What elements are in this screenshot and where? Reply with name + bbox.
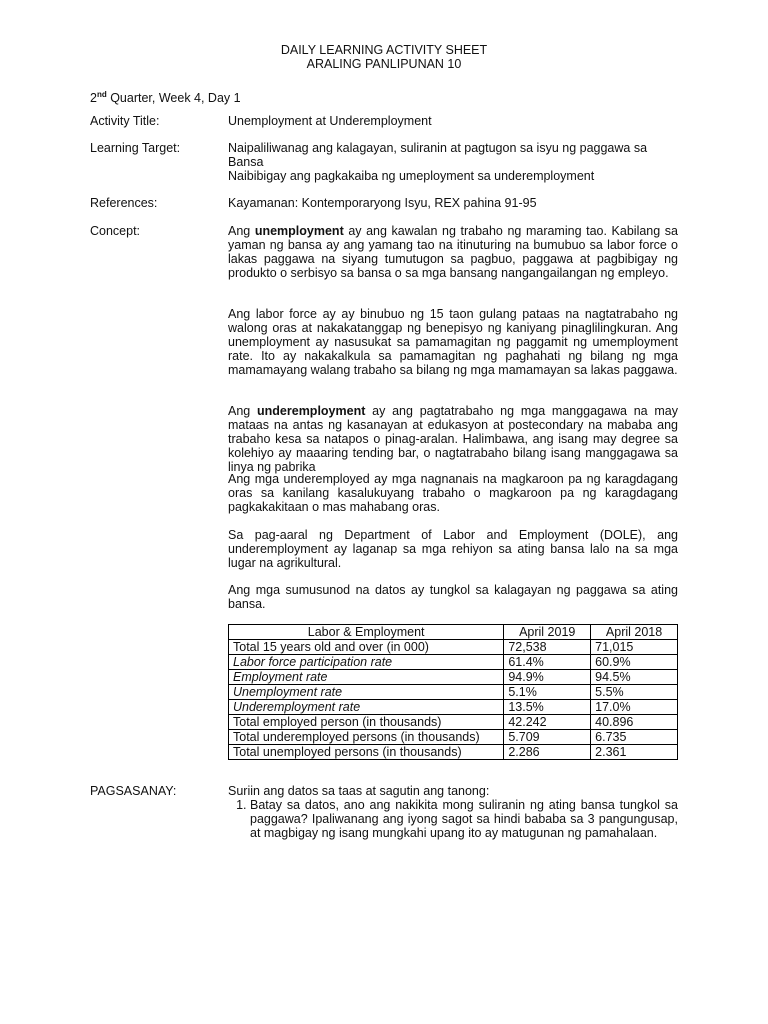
pagsasanay-content bbox=[228, 784, 678, 840]
value-april-2019: 94.9% bbox=[504, 670, 591, 685]
row-label: Total employed person (in thousands) bbox=[229, 715, 504, 730]
value-april-2018: 17.0% bbox=[591, 700, 678, 715]
labor-employment-table bbox=[228, 624, 678, 760]
value-april-2019: 13.5% bbox=[504, 700, 591, 715]
learning-target-value bbox=[228, 141, 678, 183]
header-april-2018: April 2018 bbox=[591, 625, 678, 640]
question-1: 1. Batay sa datos, ano ang nakikita mong suliranin ng ating bansa tungkol sa paggawa? Ipaliwanang ang iyong sagot sa hindi bababa sa 3 pangungusap, at magbigay ng isang mungkahi upang ito ay matugunan ng pamahalaan. bbox=[250, 798, 678, 840]
concept-paragraph-2: Ang labor force ay ay binubuo ng 15 taon gulang pataas na nagtatrabaho ng walong oras at nakakatanggap ng benepisyo ng kaniyang pinaglilingkuran. Ang unemployment ay nasusukat sa pamamagitan ng paggamit ng umemployment rate. Ito ay nakakalkula sa pamamagitan ng paghahati ng bilang ng mga mamamayang walang trabaho sa bilang ng mga mamamayan sa lakas paggawa. bbox=[228, 307, 678, 377]
concept-paragraph-1: Ang unemployment ay ang kawalan ng trabaho ng maraming tao. Kabilang sa yaman ng bansa ay ang yamang tao na itinuturing na bumubuo sa labor force o lakas paggawa na siyang tumutugon sa pagbuo, paggawa at pagbibigay ng produkto o serbisyo sa bansa o sa mga bansang nangangailangan ng empleyo. bbox=[228, 224, 678, 280]
concept-paragraph-4: Sa pag-aaral ng Department of Labor and Employment (DOLE), ang underemployment ay laganap sa mga rehiyon sa ating bansa lalo na sa mga lugar na agrikultural. bbox=[228, 528, 678, 570]
term-underemployment: underemployment bbox=[257, 404, 366, 418]
header-labor-employment: Labor & Employment bbox=[229, 625, 504, 640]
row-label: Total unemployed persons (in thousands) bbox=[229, 745, 504, 760]
subject-title: ARALING PANLIPUNAN 10 bbox=[306, 57, 462, 71]
value-april-2018: 71,015 bbox=[591, 640, 678, 655]
concept-paragraph-5: Ang mga sumusunod na datos ay tungkol sa kalagayan ng paggawa sa ating bansa. bbox=[228, 583, 678, 611]
learning-target-line-2: Naibibigay ang pagkakaiba ng umeployment sa underemployment bbox=[228, 169, 595, 183]
learning-target-label: Learning Target: bbox=[90, 141, 181, 155]
table-row bbox=[229, 670, 678, 685]
value-april-2019: 61.4% bbox=[504, 655, 591, 670]
table-row bbox=[229, 640, 678, 655]
concept-paragraph-3b: Ang mga underemployed ay mga nagnanais na magkaroon pa ng karagdagang oras sa kanilang kasalukuyang trabaho o magkaroon pa ng karagdagang pagkakakitaan o mas mahabang oras. bbox=[228, 472, 678, 514]
value-april-2019: 72,538 bbox=[504, 640, 591, 655]
row-label: Underemployment rate bbox=[229, 700, 504, 715]
header-april-2019: April 2019 bbox=[504, 625, 591, 640]
table-row bbox=[229, 655, 678, 670]
value-april-2018: 5.5% bbox=[591, 685, 678, 700]
row-label: Unemployment rate bbox=[229, 685, 504, 700]
row-label: Total underemployed persons (in thousands) bbox=[229, 730, 504, 745]
table-row bbox=[229, 700, 678, 715]
value-april-2018: 94.5% bbox=[591, 670, 678, 685]
references-label: References: bbox=[90, 196, 158, 210]
table-row bbox=[229, 685, 678, 700]
question-list bbox=[228, 798, 678, 840]
value-april-2018: 2.361 bbox=[591, 745, 678, 760]
value-april-2018: 6.735 bbox=[591, 730, 678, 745]
table-header-row bbox=[229, 625, 678, 640]
activity-title-label: Activity Title: bbox=[90, 114, 160, 128]
value-april-2019: 2.286 bbox=[504, 745, 591, 760]
table-row bbox=[229, 715, 678, 730]
learning-target-line-1: Naipaliliwanag ang kalagayan, suliranin at pagtugon sa isyu ng paggawa sa Bansa bbox=[228, 141, 648, 169]
value-april-2019: 5.709 bbox=[504, 730, 591, 745]
row-label: Labor force participation rate bbox=[229, 655, 504, 670]
references-value: Kayamanan: Kontemporaryong Isyu, REX pahina 91-95 bbox=[228, 196, 537, 210]
concept-paragraph-3: Ang underemployment ay ang pagtatrabaho ng mga manggagawa na may mataas na antas ng kasanayan at edukasyon at postecondary na mababa ang trabaho kesa sa natapos o pinag-aralan. Halimbawa, ang isang may degree sa kolehiyo ay maaaring tending bar, o nagtatrabaho bilang isang manggagawa sa linya ng pabrika bbox=[228, 404, 679, 474]
pagsasanay-intro: Suriin ang datos sa taas at sagutin ang tanong: bbox=[228, 784, 490, 798]
pagsasanay-label: PAGSASANAY: bbox=[90, 784, 177, 798]
term-unemployment: unemployment bbox=[254, 224, 344, 238]
activity-title-value: Unemployment at Underemployment bbox=[228, 114, 432, 128]
quarter-week-day: 2nd Quarter, Week 4, Day 1 bbox=[90, 89, 241, 105]
value-april-2019: 5.1% bbox=[504, 685, 591, 700]
row-label: Total 15 years old and over (in 000) bbox=[229, 640, 504, 655]
table-row bbox=[229, 730, 678, 745]
table-row bbox=[229, 745, 678, 760]
value-april-2018: 60.9% bbox=[591, 655, 678, 670]
value-april-2018: 40.896 bbox=[591, 715, 678, 730]
value-april-2019: 42.242 bbox=[504, 715, 591, 730]
sheet-title: DAILY LEARNING ACTIVITY SHEET bbox=[280, 43, 488, 57]
row-label: Employment rate bbox=[229, 670, 504, 685]
concept-label: Concept: bbox=[90, 224, 141, 238]
